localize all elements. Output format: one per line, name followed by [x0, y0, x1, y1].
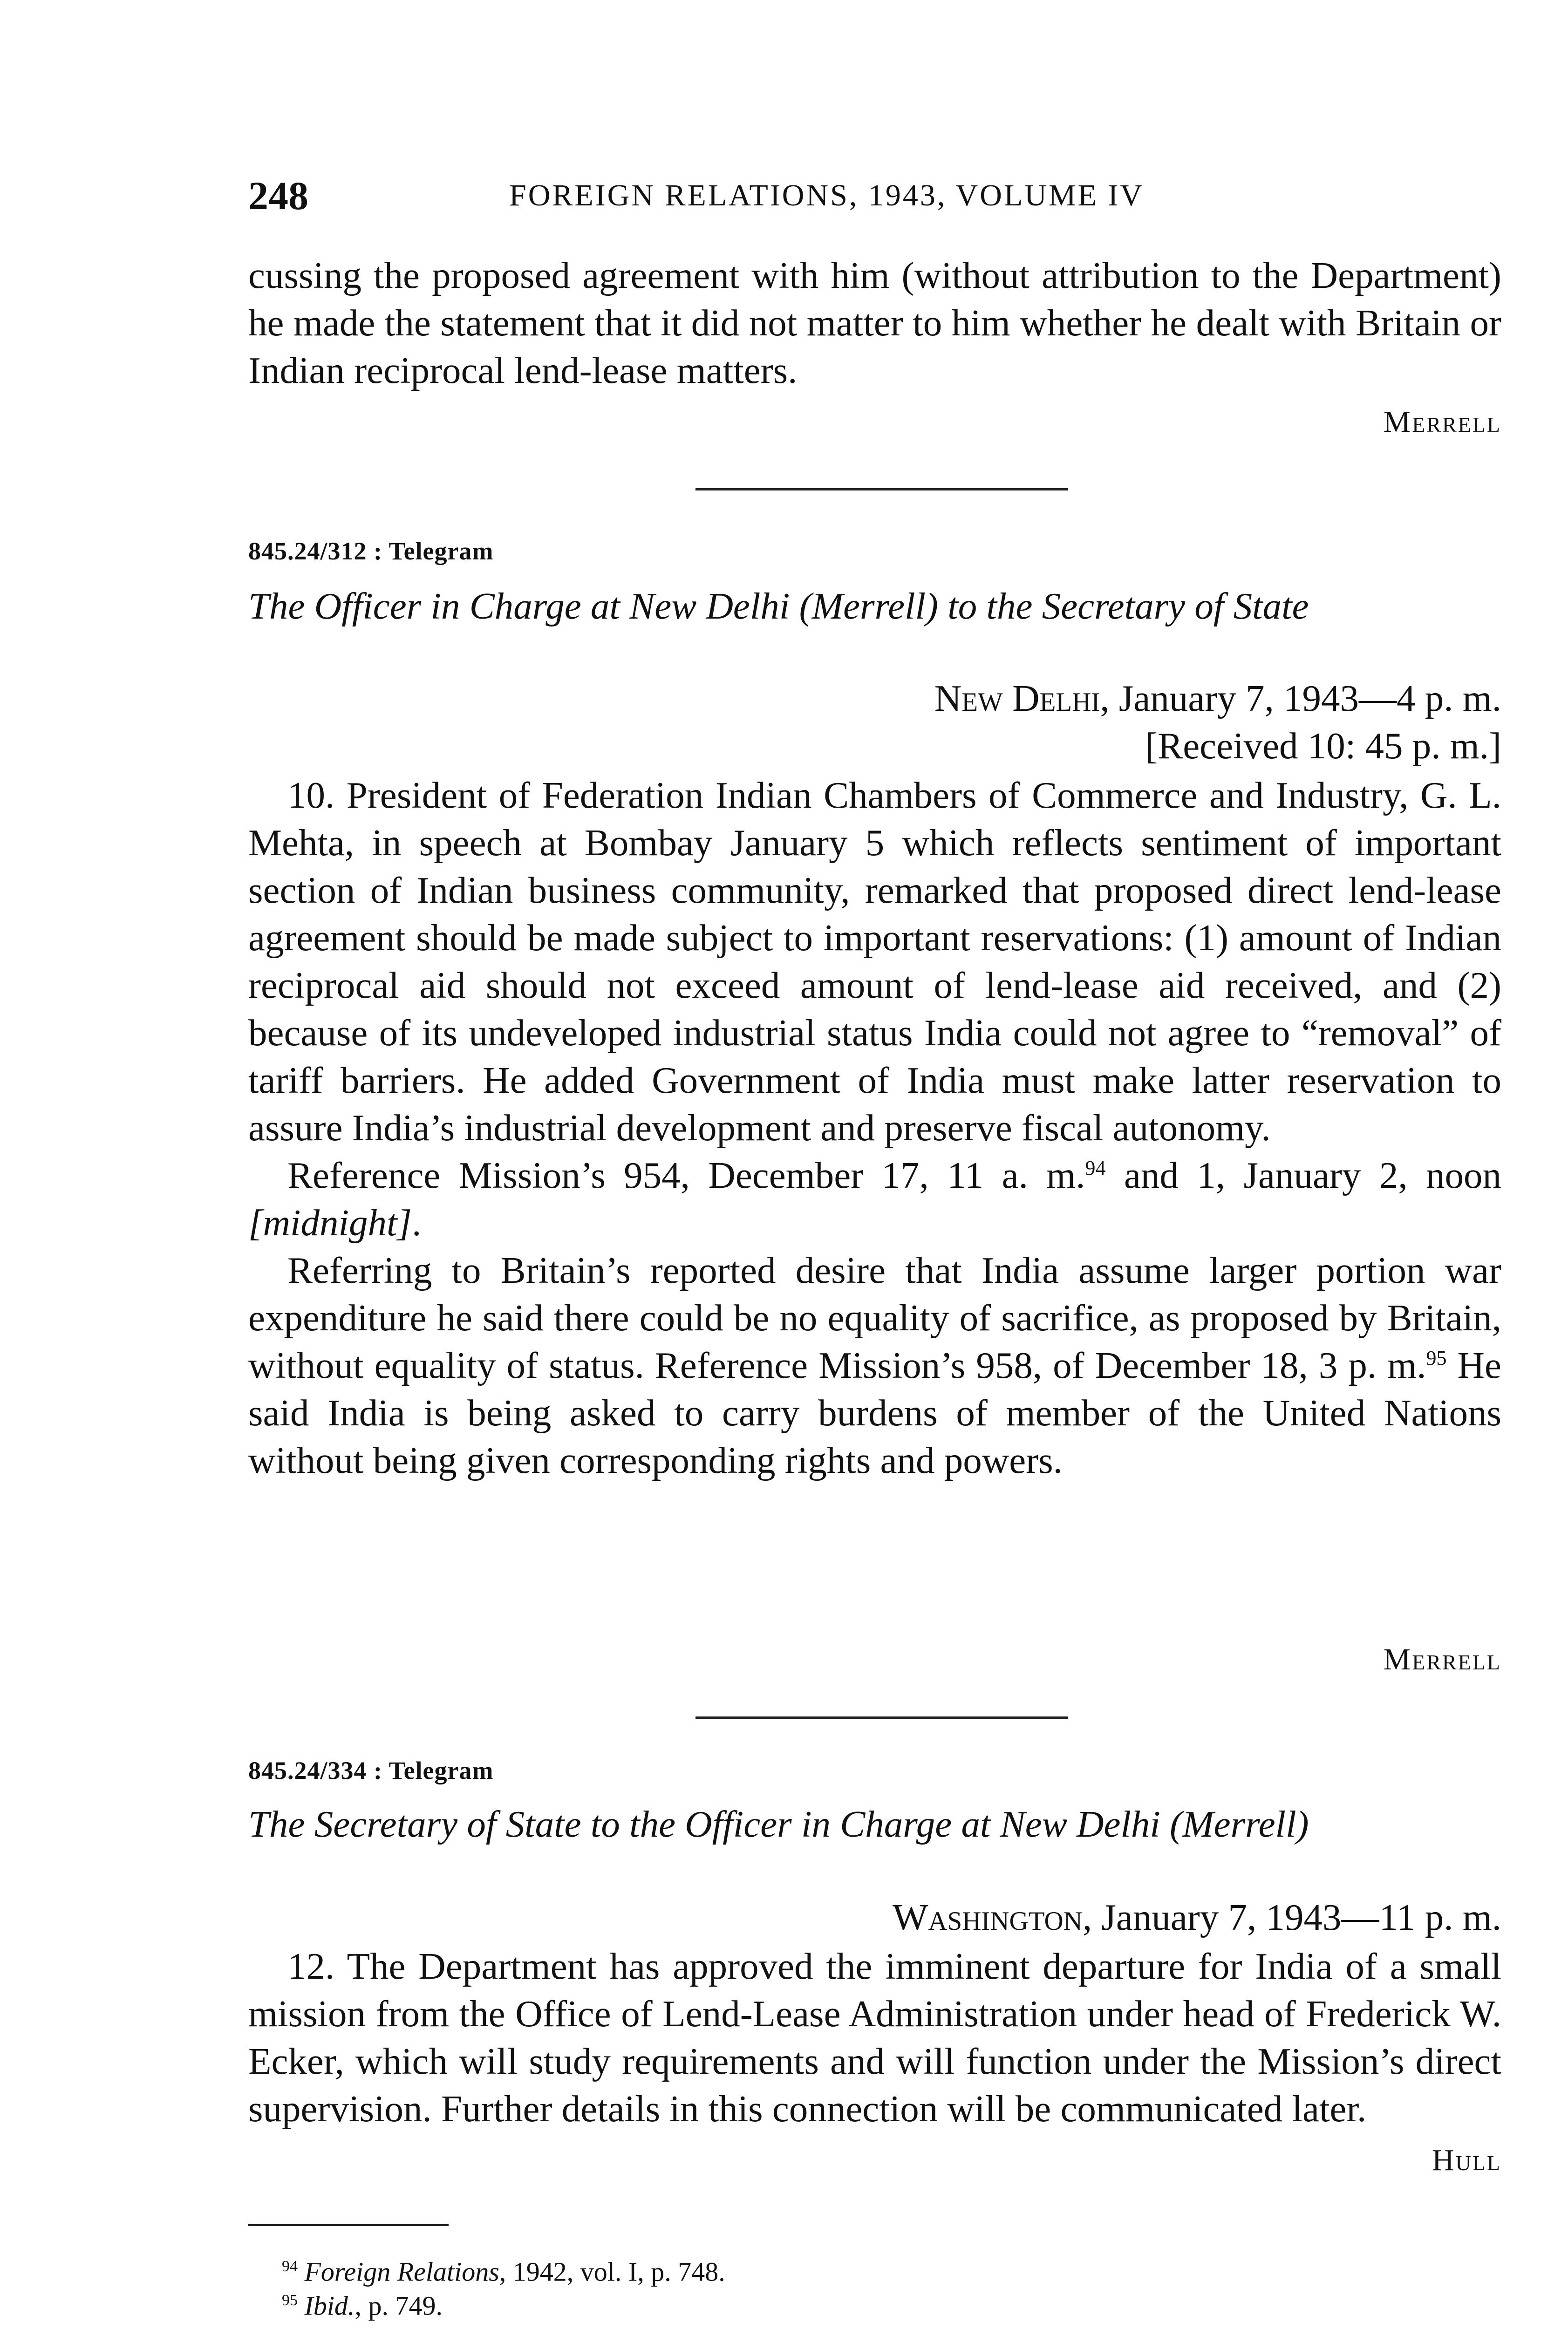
doc1-dateline [934, 674, 1501, 770]
doc2-date: , January 7, 1943—11 p. m. [1082, 1896, 1501, 1938]
doc2-place: Washington [892, 1896, 1083, 1938]
footnote-title: Ibid. [304, 2290, 355, 2321]
section-divider-2 [695, 1716, 1068, 1719]
footnote-ref-95: 95 [1426, 1347, 1447, 1369]
doc2-dateline [893, 1893, 1501, 1941]
doc1-date: , January 7, 1943—4 p. m. [1100, 677, 1501, 719]
footnote-title: Foreign Relations [304, 2256, 499, 2287]
running-title: FOREIGN RELATIONS, 1943, VOLUME IV [509, 178, 1145, 212]
doc1-place: New Delhi [934, 677, 1100, 719]
doc2-signature: Hull [1432, 2143, 1501, 2177]
doc1-paragraph-2-text-a: Reference Mission’s 954, December 17, 11 a. m. [287, 1154, 1085, 1196]
section-divider [695, 488, 1068, 490]
footnote-94 [282, 2252, 725, 2286]
footnote-ref-94: 94 [1085, 1157, 1106, 1179]
doc1-paragraph-2-text-c: [midnight] [248, 1202, 412, 1244]
footnote-rule [248, 2224, 449, 2226]
doc2-heading: The Secretary of State to the Officer in Charge at New Delhi (Merrell) [248, 1803, 1309, 1845]
doc1-paragraph-2-text-d: . [412, 1202, 422, 1244]
doc1-file-reference: 845.24/312 : Telegram [248, 537, 494, 565]
doc1-body [248, 771, 1501, 1484]
continuation-signature: Merrell [1383, 405, 1501, 439]
doc1-signature: Merrell [1383, 1642, 1501, 1676]
doc1-paragraph-3-text-b: He said India is being asked to carry burdens of member of the United Nations without being given corresponding rights and powers. [248, 1344, 1501, 1481]
doc1-paragraph-3-text-a: Referring to Britain’s reported desire that India assume larger portion war expenditure he said there could be no equality of sacrifice, as proposed by Britain, without equality of status. Reference Mission’s 958, of December 18, 3 p. m. [248, 1249, 1501, 1386]
doc2-paragraph-1: 12. The Department has approved the imminent departure for India of a small mission from the Office of Lend-Lease Administration under head of Frederick W. Ecker, which will study requirements and will function under the Mission’s direct supervision. Further details in this connection will be communicated later. [248, 1945, 1501, 2130]
doc1-paragraph-1: 10. President of Federation Indian Chambers of Commerce and Industry, G. L. Mehta, in speech at Bombay January 5 which reflects sentiment of important section of Indian business community, remarked that proposed direct lend-lease agreement should be made subject to important reservations: (1) amount of Indian reciprocal aid should not exceed amount of lend-lease aid received, and (2) because of its undeveloped industrial status India could not agree to “removal” of tariff barriers. He added Government of India must make latter reservation to assure India’s industrial development and preserve fiscal autonomy. [248, 774, 1501, 1149]
doc2-body [248, 1942, 1501, 2132]
footnotes [282, 2252, 725, 2321]
continuation-paragraph [248, 252, 1501, 394]
doc1-paragraph-2 [248, 1151, 1501, 1246]
footnote-text: , 1942, vol. I, p. 748. [499, 2256, 725, 2287]
doc1-received: [Received 10: 45 p. m.] [1145, 725, 1501, 767]
doc1-paragraph-3 [248, 1246, 1501, 1484]
doc1-heading: The Officer in Charge at New Delhi (Merrell) to the Secretary of State [248, 585, 1309, 627]
page-number: 248 [248, 173, 308, 218]
continuation-text: cussing the proposed agreement with him (without attribution to the Department) he made the statement that it did not matter to him whether he dealt with Britain or Indian reciprocal lend-lease matters. [248, 254, 1501, 391]
footnote-mark: 94 [282, 2258, 298, 2275]
doc2-file-reference: 845.24/334 : Telegram [248, 1757, 494, 1784]
running-head [248, 172, 1501, 219]
footnote-text: , p. 749. [355, 2290, 443, 2321]
footnote-mark: 95 [282, 2292, 298, 2309]
doc1-paragraph-2-text-b: and 1, January 2, noon [1105, 1154, 1501, 1196]
footnote-95 [282, 2286, 725, 2320]
